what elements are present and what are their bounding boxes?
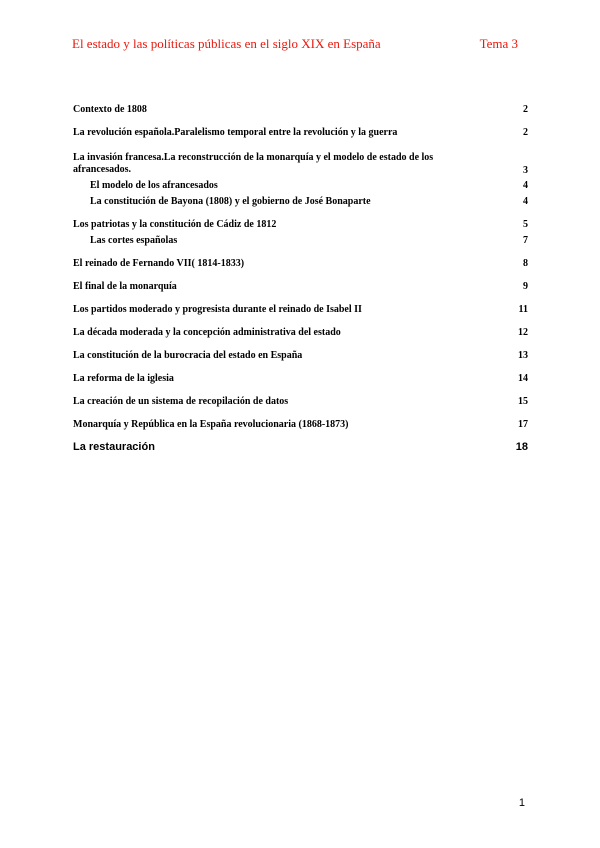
- toc-entry-page: 14: [518, 373, 528, 384]
- toc-entry-text: La invasión francesa.La reconstrucción de la monarquía y el modelo de estado de los afrancesados.: [73, 152, 434, 175]
- toc-entry-page: 15: [518, 396, 528, 407]
- document-title: El estado y las políticas públicas en el siglo XIX en España: [72, 36, 381, 51]
- toc-entry[interactable]: [73, 152, 528, 178]
- toc-entry-text: Contexto de 1808: [73, 104, 147, 115]
- toc-entry-text: La revolución española.Paralelismo temporal entre la revolución y la guerra: [73, 127, 398, 138]
- toc-entry-page: 9: [523, 281, 528, 292]
- toc-entry-text: La década moderada y la concepción administrativa del estado: [73, 327, 341, 338]
- toc-entry-page: 13: [518, 350, 528, 361]
- toc-entry-text: Las cortes españolas: [90, 235, 178, 246]
- toc-entry-text: El final de la monarquía: [73, 281, 177, 292]
- toc-entry-page: 7: [523, 235, 528, 246]
- toc-entry-page: 4: [523, 180, 528, 191]
- page-number: 1: [518, 797, 525, 809]
- toc-entry-page: 18: [515, 441, 528, 453]
- toc-entry-page: 2: [523, 127, 528, 138]
- tema-label: Tema 3: [479, 36, 518, 51]
- toc-entry-text: El modelo de los afrancesados: [90, 180, 218, 191]
- toc-entry-text: La restauración: [73, 441, 155, 453]
- toc-entry-page: 17: [518, 419, 528, 430]
- toc-entry-text: La creación de un sistema de recopilación de datos: [73, 396, 289, 407]
- toc-entry-text: La constitución de Bayona (1808) y el gobierno de José Bonaparte: [90, 196, 371, 207]
- toc-entry-text: Los patriotas y la constitución de Cádiz de 1812: [73, 219, 277, 230]
- toc-entry-text: Monarquía y República en la España revolucionaria (1868-1873): [73, 419, 349, 430]
- toc-entry-page: 5: [523, 219, 528, 230]
- toc-entry-page: 2: [523, 104, 528, 115]
- toc-entry-text: El reinado de Fernando VII( 1814-1833): [73, 258, 245, 269]
- toc-entry-page: 8: [523, 258, 528, 269]
- toc-entry-text: La constitución de la burocracia del estado en España: [73, 350, 303, 361]
- toc-entry-text: Los partidos moderado y progresista durante el reinado de Isabel II: [73, 304, 362, 315]
- toc-entry-page: 11: [518, 304, 528, 315]
- toc-entry-page: 3: [523, 165, 528, 176]
- toc-entry-page: 4: [523, 196, 528, 207]
- toc-entry-text: La reforma de la iglesia: [73, 373, 174, 384]
- toc-entry-page: 12: [518, 327, 528, 338]
- page-header: [72, 36, 518, 54]
